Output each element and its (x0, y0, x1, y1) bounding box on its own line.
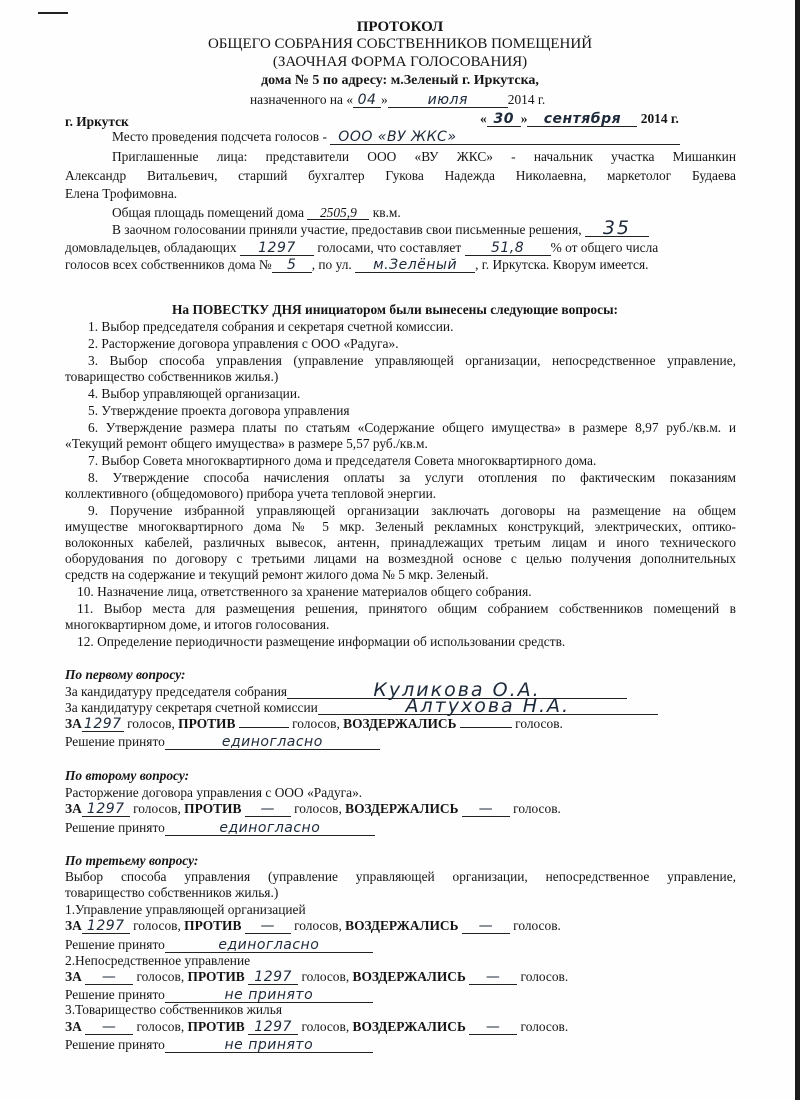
protocol-date: « 30 » сентября 2014 г. (480, 111, 679, 127)
agenda-item: 1. Выбор председателя собрания и секретаря счетной комиссии. (88, 319, 454, 334)
q3-option-2-vote-row: ЗА — голосов, ПРОТИВ 1297 голосов, ВОЗДЕРЖАЛИСЬ — голосов. (65, 969, 569, 985)
q3-heading: По третьему вопросу: (65, 853, 199, 868)
percent-value: 51,8 (490, 240, 525, 256)
q1-secretary-value: Алтухова Н.А. (405, 695, 571, 717)
agenda-item: 12. Определение периодичности размещение информации об использовании средств. (77, 634, 566, 649)
date-month-value: сентября (543, 111, 622, 127)
agenda-heading: На ПОВЕСТКУ ДНЯ инициатором были вынесены следующие вопросы: (172, 302, 618, 317)
q3-opt3-vozd-value: — (485, 1019, 501, 1035)
participants-value: 35 (602, 217, 632, 239)
agenda-item-cont: коллективного (общедомового) прибора учета тепловой энергии. (65, 486, 437, 501)
q3-opt3-za-value: — (101, 1019, 117, 1035)
document-title: ПРОТОКОЛ (356, 19, 444, 35)
voting-form: (ЗАОЧНАЯ ФОРМА ГОЛОСОВАНИЯ) (272, 54, 528, 70)
agenda-item: 8. Утверждение способа начисления оплаты за услуги отопления по фактическим показаниям (88, 470, 736, 485)
agenda-item: 11. Выбор места для размещения решения, принятого общим собранием собственников помещений в (77, 601, 736, 616)
scan-edge (795, 0, 800, 1100)
votes-value: 1297 (258, 240, 296, 256)
q2-vote-row: ЗА 1297 голосов, ПРОТИВ — голосов, ВОЗДЕРЖАЛИСЬ — голосов. (65, 801, 561, 817)
scheduled-date: назначенного на « 04 » июля 2014 г. (250, 92, 546, 108)
q3-opt1-decision-value: единогласно (218, 937, 320, 953)
q3-option-1-decision: Решение принято единогласно (65, 937, 373, 953)
agenda-item: 10. Назначение лица, ответственного за хранение материалов общего собрания. (77, 584, 532, 599)
q3-opt1-protiv-value: — (260, 918, 275, 934)
total-area-value: 2505,9 (307, 206, 369, 220)
q2-text: Расторжение договора управления с ООО «Радуга». (65, 785, 363, 800)
agenda-item: 6. Утверждение размера платы по статьям «Содержание общего имущества» в размере 8,97 руб./кв.м. и (88, 420, 736, 435)
agenda-item: 4. Выбор управляющей организации. (88, 386, 301, 401)
q3-opt3-decision-value: не принято (224, 1037, 314, 1053)
q1-chair-value: Куликова О.А. (373, 679, 541, 701)
q3-text-line-2: товарищество собственников жилья.) (65, 885, 279, 900)
q2-vozd-value: — (478, 801, 494, 817)
agenda-item: 7. Выбор Совета многоквартирного дома и председателя Совета многоквартирного дома. (88, 453, 597, 468)
q3-option-2-decision: Решение принято не принято (65, 987, 373, 1003)
q3-option-3-label: 3.Товарищество собственников жилья (65, 1002, 283, 1017)
house-number-value: 5 (286, 257, 297, 273)
q1-secretary: За кандидатуру секретаря счетной комиссии Алтухова Н.А. (65, 700, 658, 715)
agenda-item: 5. Утверждение проекта договора управления (88, 403, 350, 418)
agenda-item-cont: многоквартирном доме, и итогов голосования. (65, 617, 330, 632)
q3-opt3-protiv-value: 1297 (254, 1019, 292, 1035)
q3-option-3-decision: Решение принято не принято (65, 1037, 373, 1053)
agenda-item-cont: волоконных кабелей, различных вывесок, антенн, принадлежащих третьим лицам и иного технического (65, 535, 736, 550)
date-day-value: 30 (493, 111, 514, 127)
agenda-item-cont: средств на содержание и текущий ремонт жилого дома № 5 мкр. Зеленый. (65, 567, 489, 582)
q3-option-1-vote-row: ЗА 1297 голосов, ПРОТИВ — голосов, ВОЗДЕРЖАЛИСЬ — голосов. (65, 918, 561, 934)
q2-heading: По второму вопросу: (65, 768, 190, 783)
q2-protiv-value: — (260, 801, 275, 817)
house-address: дома № 5 по адресу: м.Зеленый г. Иркутска, (261, 73, 539, 88)
agenda-item-cont: товарищество собственников жилья.) (65, 369, 279, 384)
invited-line-3: Елена Трофимовна. (65, 186, 178, 201)
participation-line-3: голосов всех собственников дома № 5 , по ул. м.Зелёный , г. Иркутска. Кворум имеется. (65, 257, 649, 273)
q1-decision-value: единогласно (221, 734, 323, 750)
q1-vote-row: ЗА 1297 голосов, ПРОТИВ голосов, ВОЗДЕРЖАЛИСЬ голосов. (65, 716, 563, 732)
invited-line-1: Приглашенные лица: представители ООО «ВУ ЖКС» - начальник участка Мишанкин (112, 149, 736, 164)
agenda-item-cont: имуществе многоквартирного дома № 5 мкр. Зеленый рекламных конструкций, электрических, оптико- (65, 519, 736, 534)
document-subtitle: ОБЩЕГО СОБРАНИЯ СОБСТВЕННИКОВ ПОМЕЩЕНИЙ (207, 36, 593, 52)
agenda-item: 2. Расторжение договора управления с ООО «Радуга». (88, 336, 399, 351)
q1-chair: За кандидатуру председателя собрания Куликова О.А. (65, 684, 627, 699)
q1-heading: По первому вопросу: (65, 667, 186, 682)
q1-za-value: 1297 (83, 716, 122, 732)
city: г. Иркутск (65, 114, 129, 129)
corner-mark (38, 12, 68, 14)
scheduled-day-value: 04 (357, 92, 377, 108)
q3-opt2-vozd-value: — (485, 969, 501, 985)
participation-line-2: домовладельцев, обладающих 1297 голосами, что составляет 51,8 % от общего числа (65, 240, 659, 256)
q3-option-1-label: 1.Управление управляющей организацией (65, 902, 306, 917)
q2-decision: Решение принято единогласно (65, 820, 375, 836)
count-place-value: ООО «ВУ ЖКС» (338, 129, 457, 145)
q3-opt1-vozd-value: — (478, 918, 494, 934)
q3-opt2-protiv-value: 1297 (254, 969, 292, 985)
agenda-item: 3. Выбор способа управления (управление управляющей организации, непосредственное управление, (88, 353, 736, 368)
q3-text-line-1: Выбор способа управления (управление управляющей организации, непосредственное управление, (65, 869, 736, 884)
invited-line-2: Александр Витальевич, старший бухгалтер Гукова Надежда Николаевна, маркетолог Будаева (65, 168, 736, 183)
count-place: Место проведения подсчета голосов - ООО «ВУ ЖКС» (112, 129, 680, 145)
total-area: Общая площадь помещений дома 2505,9 кв.м. (112, 205, 401, 220)
q3-opt2-decision-value: не принято (224, 987, 314, 1003)
street-value: м.Зелёный (373, 257, 458, 273)
agenda-item-cont: оборудования по договору с третьими лицами на возмездной основе с целью получения дополнительных (65, 551, 736, 566)
scheduled-month-value: июля (427, 92, 468, 108)
agenda-item: 9. Поручение избранной управляющей организации заключать договоры на размещение на общем (88, 503, 736, 518)
q3-option-2-label: 2.Непосредственное управление (65, 953, 251, 968)
q2-za-value: 1297 (86, 801, 125, 817)
q3-opt1-za-value: 1297 (86, 918, 125, 934)
q3-option-3-vote-row: ЗА — голосов, ПРОТИВ 1297 голосов, ВОЗДЕРЖАЛИСЬ — голосов. (65, 1019, 569, 1035)
q1-decision: Решение принято единогласно (65, 734, 380, 750)
participation-line-1: В заочном голосовании приняли участие, предоставив свои письменные решения, 35 (112, 222, 649, 237)
q2-decision-value: единогласно (219, 820, 321, 836)
q3-opt2-za-value: — (101, 969, 117, 985)
agenda-item-cont: «Текущий ремонт общего имущества» в размере 5,57 руб./кв.м. (65, 436, 428, 451)
